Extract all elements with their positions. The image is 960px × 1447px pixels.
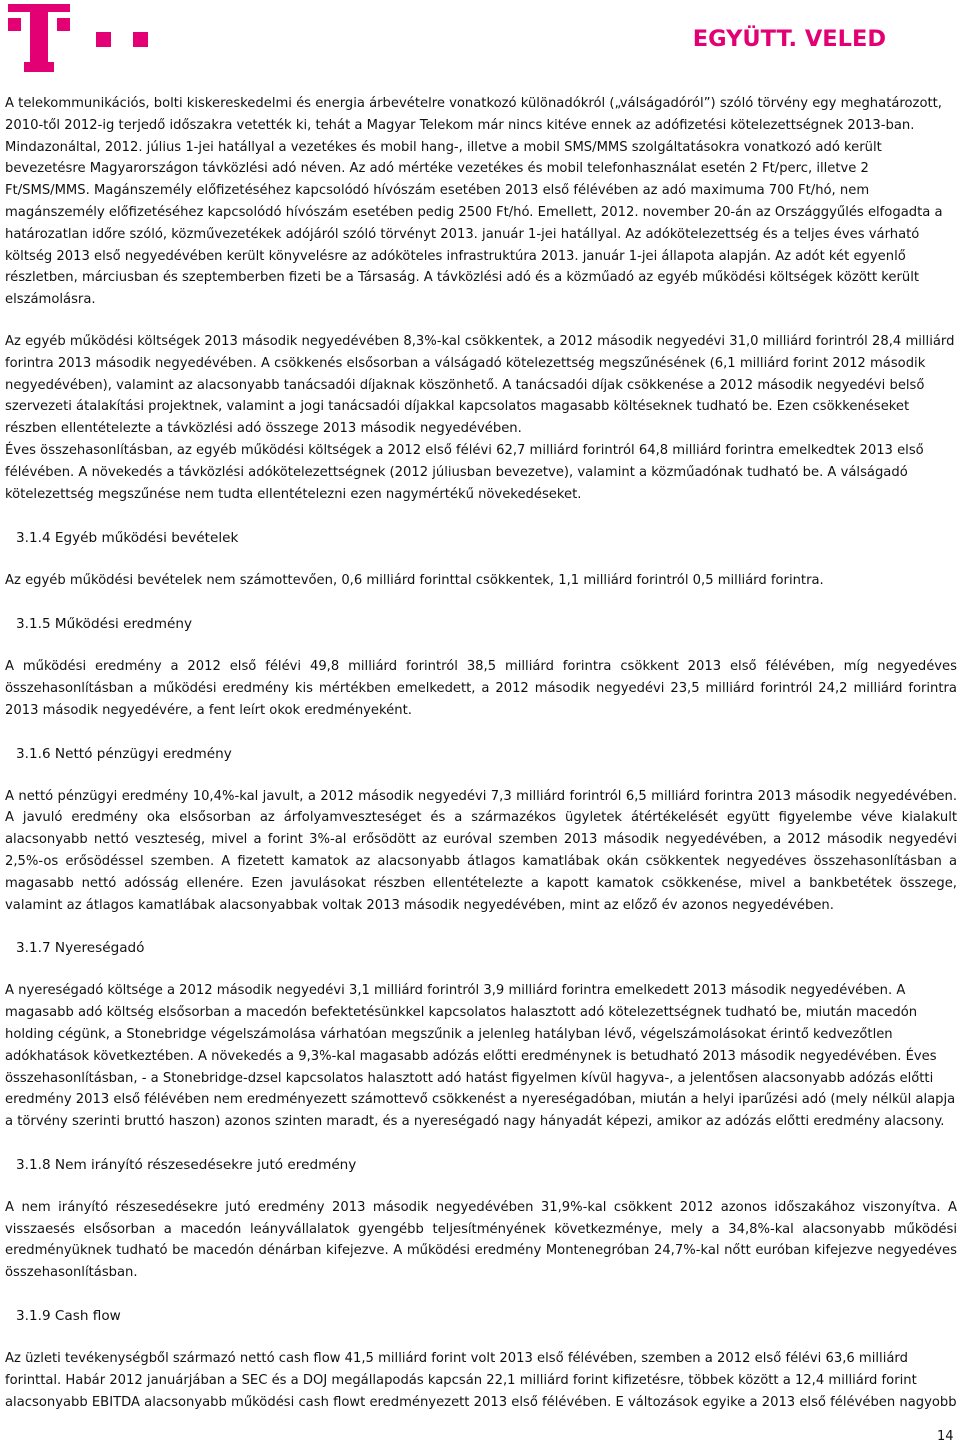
telekom-logo bbox=[8, 4, 153, 74]
section-heading-cash-flow: 3.1.9 Cash flow bbox=[16, 1308, 121, 1325]
document-body bbox=[5, 93, 957, 1413]
paragraph-opex-quarter: Az egyéb működési költségek 2013 második negyedévében 8,3%-kal csökkentek, a 2012 második negyedévi 31,0 milliárd forintról 28,4 milliárd forintra 2013 második negyedévében. A csökkenés elsősorban a válságadó kötelezettség megszűnésének (6,1 milliárd forint 2012 második negyedévében), valamint az alacsonyabb tanácsadói díjaknak köszönhető. A tanácsadói díjak csökkenése a 2012 második negyedévi belső szervezeti átalakítási projektnek, valamint a jogi tanácsadói díjakkal kapcsolatos magasabb költéseknek tudható be. Ezen csökkenéseket részben ellentételezte a távközlési adó összege 2013 második negyedévében. bbox=[5, 333, 955, 437]
section-heading-net-financial: 3.1.6 Nettó pénzügyi eredmény bbox=[16, 745, 232, 762]
paragraph-opex-annual: Éves összehasonlításban, az egyéb működési költségek a 2012 első félévi 62,7 milliárd forintról 64,8 milliárd forintra emelkedtek 2013 első félévében. A növekedés a távközlési adókötelezettségnek (2012 júliusban bevezetve), valamint a közműadónak tudható be. A válságadó kötelezettség megszűnése nem tudta ellentételezni ezen nagymértékű növekedéseket. bbox=[5, 442, 924, 502]
section-body-income-tax: A nyereségadó költsége a 2012 második negyedévi 3,1 milliárd forintról 3,9 milliárd forintra emelkedett 2013 második negyedévében. A magasabb adó költség elsősorban a macedón befektetésünkkel kapcsolatos halasztott adó kötelezettségnek tudható be, miután macedón holding cégünk, a Stonebridge végelszámolása várhatóan megszűnik a jelenleg hatályban lévő, végelszámolásokat érintő kedvezőtlen adókhatások következtében. A növekedés a 9,3%-kal magasabb adózás előtti eredménynek is betudható 2013 második negyedévében. Éves összehasonlításban, - a Stonebridge-dzsel kapcsolatos halasztott adó hatást figyelmen kívül hagyva-, a jelentősen alacsonyabb adózás előtti eredmény 2013 első félévében nem eredményezett számottevő csökkenést a nyereségadóban, miután a helyi iparűzési adó (mely nélkül alapja a törvény szerinti bruttó haszon) azonos szinten maradt, és a nyereségadó nagy hányadát képezi, amikor az adózás előtti eredmény alacsony. bbox=[5, 983, 956, 1130]
section-heading-minority: 3.1.8 Nem irányító részesedésekre jutó eredmény bbox=[16, 1156, 357, 1173]
section-heading-income-tax: 3.1.7 Nyereségadó bbox=[16, 940, 145, 957]
section-body-minority: A nem irányító részesedésekre jutó eredmény 2013 második negyedévében 31,9%-kal csökkent 2012 azonos időszakához viszonyítva. A visszaesés elsősorban a macedón leányvállalatok gyengébb teljesítményének következménye, mely a 34,8%-kal alacsonyabb működési eredményüknek tudható be macedón dénárban kifejezve. A működési eredmény Montenegróban 24,7%-kal nőtt euróban kifejezve negyedéves összehasonlításban. bbox=[5, 1199, 957, 1281]
paragraph-tax: A telekommunikációs, bolti kiskereskedelmi és energia árbevételre vonatkozó különadókról („válságadóról”) szóló törvény egy meghatározott, 2010-től 2012-ig terjedő időszakra vetették ki, tehát a Magyar Telekom már nincs kitéve ennek az adófizetési kötelezettségnek 2013-ban. Mindazonáltal, 2012. július 1-jei hatállyal a vezetékes és mobil hang-, illetve a mobil SMS/MMS szolgáltatásokra vonatkozó adó került bevezetésre Magyarországon távközlési adó néven. Az adó mértéke vezetékes és mobil telefonhasználat esetén 2 Ft/perc, illetve 2 Ft/SMS/MMS. Magánszemély előfizetéséhez kapcsolódó hívószám esetében 2013 első félévében az adó maximuma 700 Ft/hó, nem magánszemély előfizetéséhez kapcsolódó hívószám esetében pedig 2500 Ft/hó. Emellett, 2012. november 20-án az Országgyűlés elfogadta a határozatlan időre szóló, közművezetékek adójáról szóló törvényt 2013. január 1-jei hatállyal. Az adókötelezettség és a teljes éves várható költség 2013 első negyedévében került könyvelésre az adóköteles infrastruktúra 2013. január 1-jei állapota alapján. Az adót két egyenlő részletben, márciusban és szeptemberben fizeti be a Társaság. A távközlési adó és a közműadó az egyéb működési költségek között került elszámolásra. bbox=[5, 96, 943, 308]
page-number: 14 bbox=[937, 1429, 954, 1444]
slogan: EGYÜTT. VELED bbox=[692, 26, 886, 52]
section-body-cash-flow: Az üzleti tevékenységből származó nettó cash flow 41,5 milliárd forint volt 2013 első félévében, szemben a 2012 első félévi 63,6 milliárd forinttal. Habár 2012 januárjában a SEC és a DOJ megállapodás kapcsán 22,1 milliárd forint kifizetésre, többek között a 12,4 milliárd forint alacsonyabb EBITDA alacsonyabb működési cash flowt eredményezett 2013 első félévében. E változások egyike a 2013 első félévében nagyobb bbox=[5, 1351, 957, 1410]
section-heading-other-income: 3.1.4 Egyéb működési bevételek bbox=[16, 530, 239, 547]
section-body-net-financial: A nettó pénzügyi eredmény 10,4%-kal javult, a 2012 második negyedévi 7,3 milliárd forintról 6,5 milliárd forintra 2013 második negyedévében. A javuló eredmény oka elsősorban az árfolyamveszteséget és a származékos ügyletek átértékelését együtt figyelembe véve kialakult alacsonyabb nettó veszteség, mivel a forint 3%-al erősödött az euróval szemben 2013 második negyedévében, a 2012 második negyedévi 2,5%-os erősödéssel szemben. A fizetett kamatok az alacsonyabb átlagos kamatlábak okán csökkentek negyedéves összehasonlításban a magasabb nettó adósság ellenére. Ezen javulásokat részben ellentételezte a kapott kamatok csökkenése, mivel a bankbetétek összege, valamint az átlagos kamatlábak alacsonyabbak voltak 2013 második negyedévében, mint az előző év azonos negyedévében. bbox=[5, 788, 957, 913]
section-body-other-income: Az egyéb működési bevételek nem számottevően, 0,6 milliárd forinttal csökkentek, 1,1 milliárd forintról 0,5 milliárd forintra. bbox=[5, 573, 824, 589]
section-heading-operating-result: 3.1.5 Működési eredmény bbox=[16, 616, 193, 633]
section-body-operating-result: A működési eredmény a 2012 első félévi 49,8 milliárd forintról 38,5 milliárd forintra csökkent 2013 első félévében, míg negyedéves összehasonlításban a működési eredmény kis mértékben emelkedett, a 2012 második negyedévi 23,5 milliárd forintról 24,2 milliárd forintra 2013 második negyedévére, a fent leírt okok eredményeként. bbox=[5, 659, 957, 718]
